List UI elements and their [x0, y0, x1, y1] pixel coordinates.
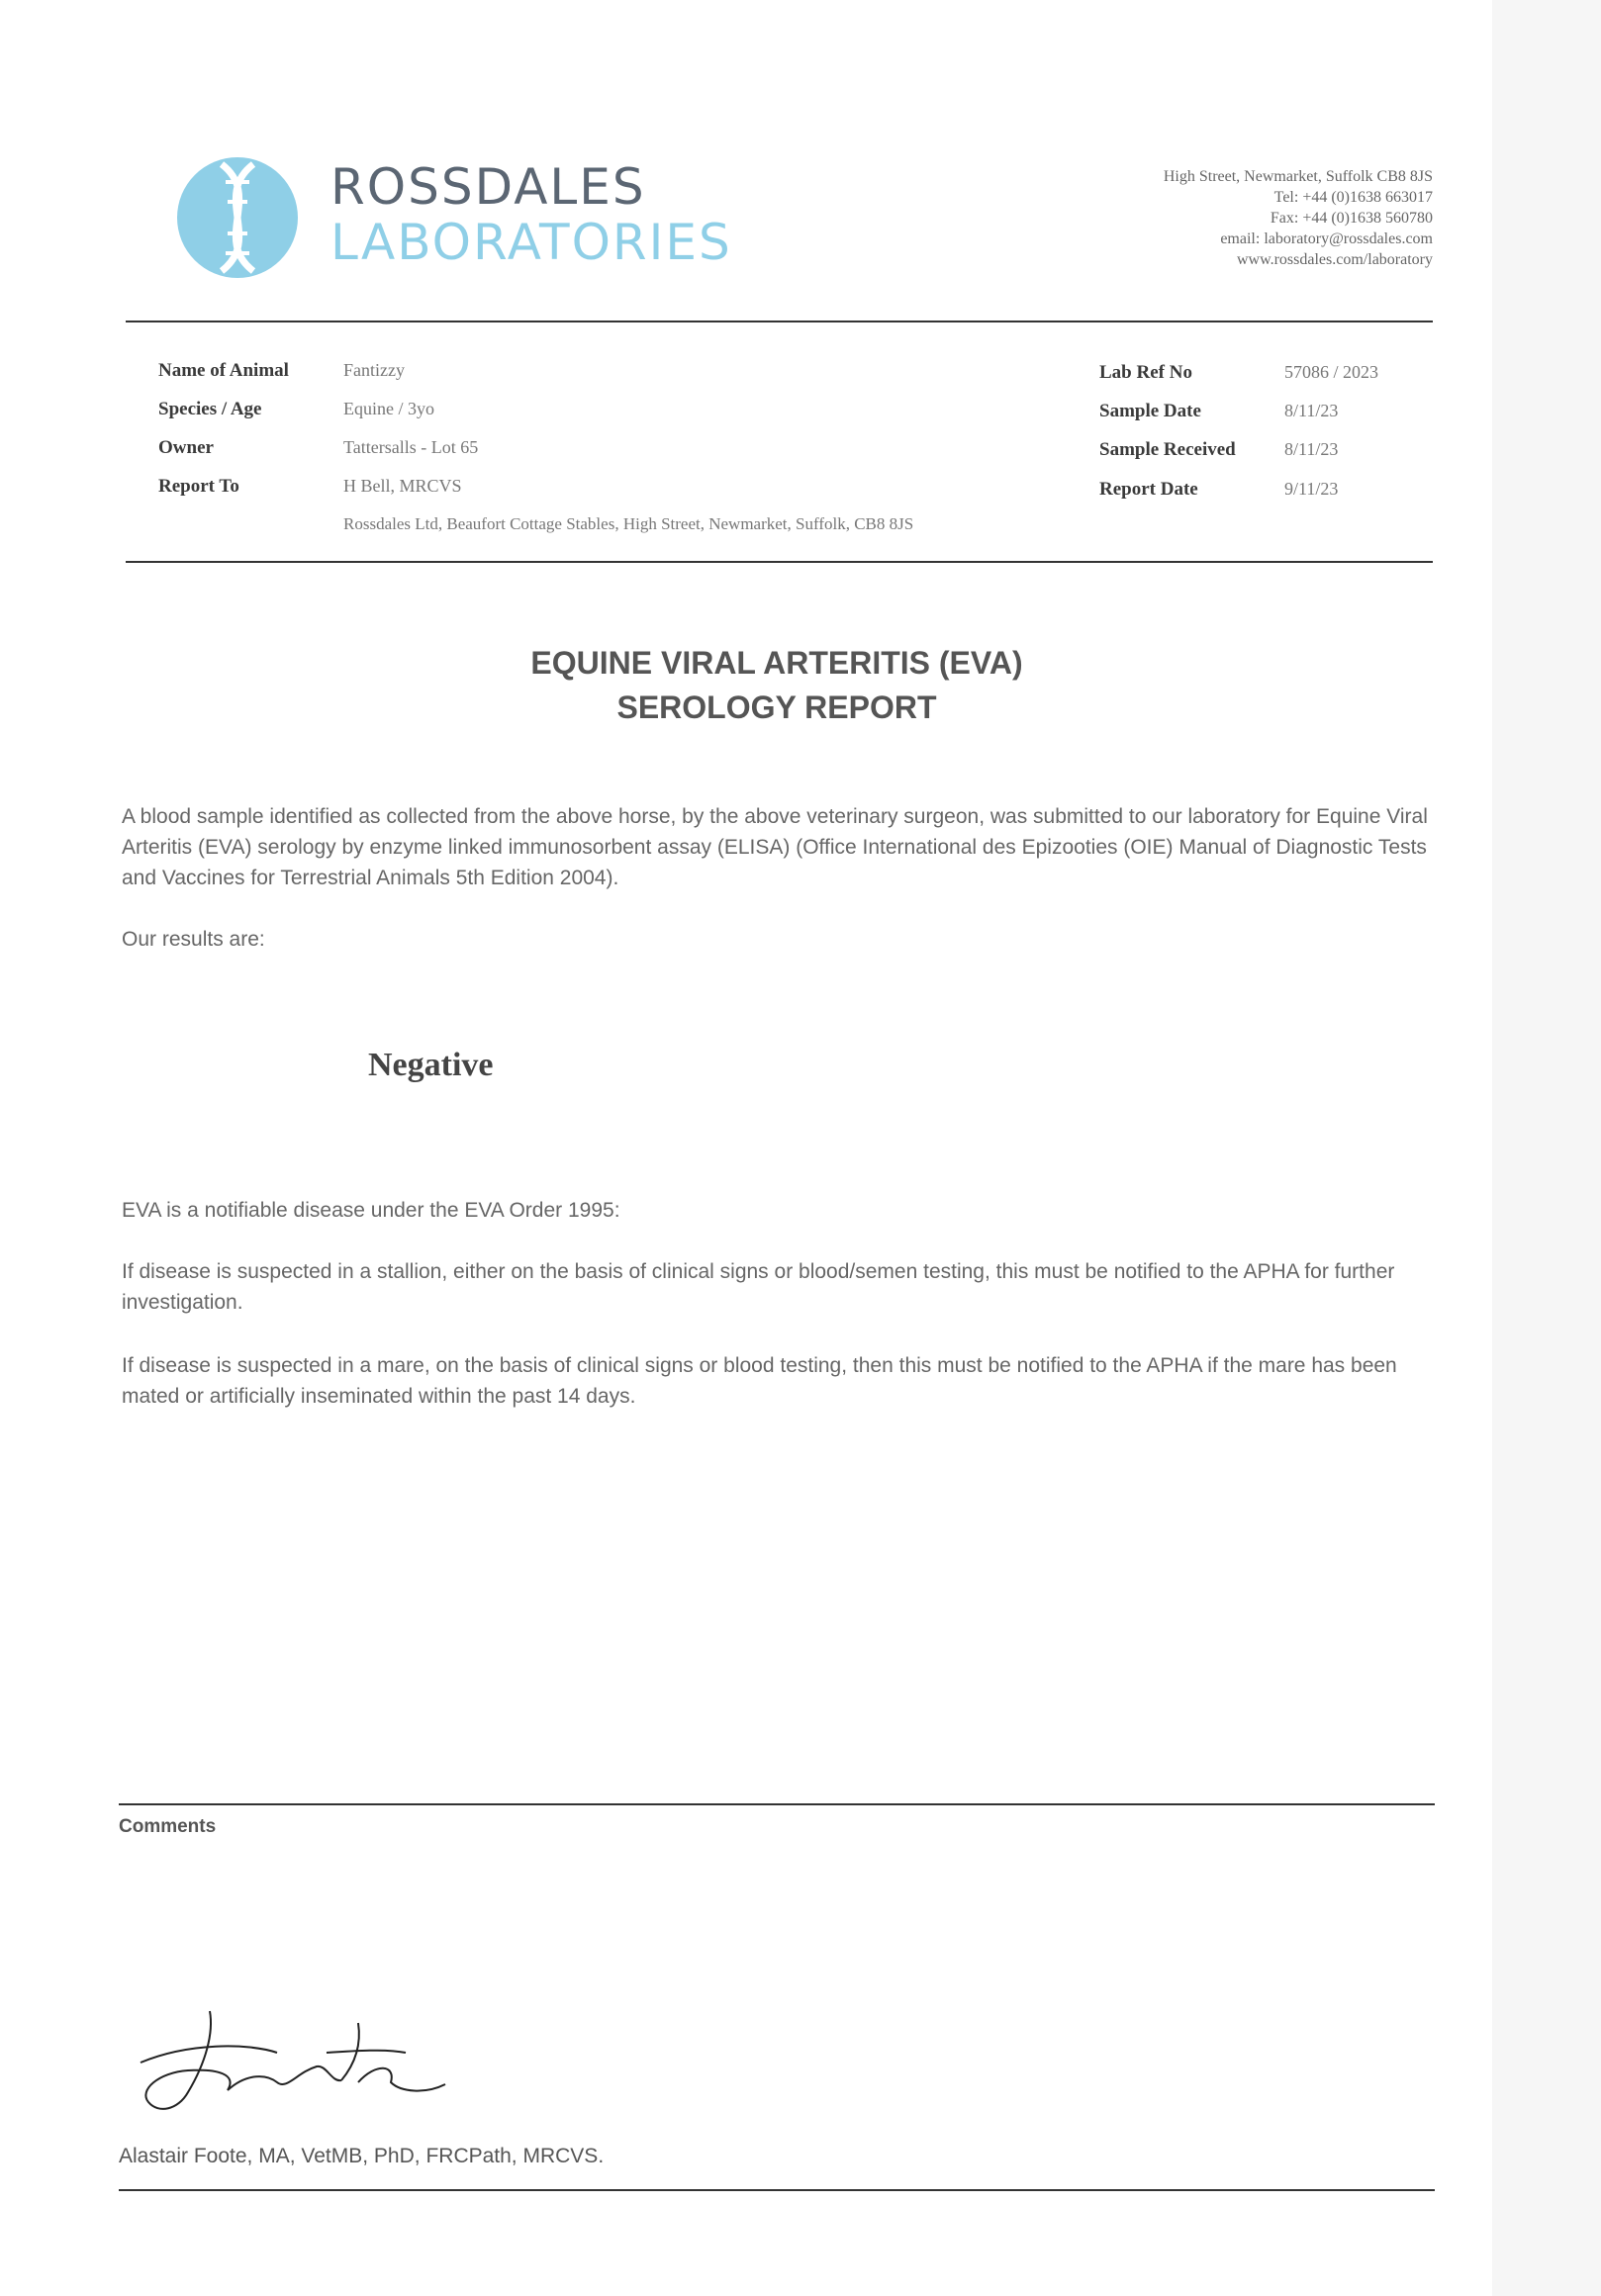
comments-label: Comments [119, 1816, 217, 1837]
report-date-value: 9/11/23 [1284, 479, 1339, 499]
header-rule [126, 321, 1433, 322]
sample-date-value: 8/11/23 [1284, 401, 1339, 420]
stallion-notice: If disease is suspected in a stallion, either on the basis of clinical signs or blood/semen testing, this must be notified to the APHA for further investigation. [122, 1260, 1395, 1314]
sample-date-label: Sample Date [1099, 401, 1201, 421]
result-value: Negative [368, 1047, 494, 1083]
sample-received-label: Sample Received [1099, 439, 1236, 460]
contact-block [1164, 166, 1433, 270]
name-of-animal-value: Fantizzy [343, 360, 405, 380]
name-of-animal-label: Name of Animal [158, 360, 289, 381]
dna-logo-icon [176, 156, 299, 279]
details-rule [126, 561, 1433, 563]
signature-icon [129, 2003, 465, 2132]
lab-ref-label: Lab Ref No [1099, 362, 1192, 383]
owner-label: Owner [158, 437, 214, 458]
report-title: EQUINE VIRAL ARTERITIS (EVA) [530, 645, 1023, 681]
contact-tel: Tel: +44 (0)1638 663017 [1273, 189, 1433, 206]
lab-ref-value: 57086 / 2023 [1284, 362, 1379, 382]
comments-rule [119, 1803, 1435, 1805]
intro-paragraph: A blood sample identified as collected from the above horse, by the above veterinary surgeon, was submitted to our laboratory for Equine Viral Arteritis (EVA) serology by enzyme linked immunosorbent assay (ELISA) (Office International des Epizooties (OIE) Manual of Diagnostic Tests and Vaccines for Terrestrial Animals 5th Edition 2004). [122, 805, 1428, 889]
contact-email: email: laboratory@rossdales.com [1220, 230, 1433, 247]
sample-received-value: 8/11/23 [1284, 439, 1339, 459]
species-age-value: Equine / 3yo [343, 399, 434, 418]
contact-web: www.rossdales.com/laboratory [1236, 251, 1433, 268]
results-intro: Our results are: [122, 928, 265, 951]
contact-fax: Fax: +44 (0)1638 560780 [1270, 210, 1433, 227]
signer-name: Alastair Foote, MA, VetMB, PhD, FRCPath, MRCVS. [119, 2145, 605, 2167]
page-edge-shadow [1492, 0, 1601, 2296]
mare-notice: If disease is suspected in a mare, on the basis of clinical signs or blood testing, then this must be notified to the APHA if the mare has been mated or artificially inseminated within the past 14 days. [122, 1354, 1397, 1408]
owner-value: Tattersalls - Lot 65 [343, 437, 479, 457]
species-age-label: Species / Age [158, 399, 262, 419]
brand-subtitle: LABORATORIES [330, 214, 732, 271]
report-subtitle: SEROLOGY REPORT [616, 689, 937, 725]
report-to-address: Rossdales Ltd, Beaufort Cottage Stables, High Street, Newmarket, Suffolk, CB8 8JS [343, 514, 914, 533]
notifiable-notice: EVA is a notifiable disease under the EVA Order 1995: [122, 1199, 620, 1222]
brand-name: ROSSDALES [330, 158, 646, 216]
footer-rule [119, 2189, 1435, 2191]
report-to-value: H Bell, MRCVS [343, 476, 462, 496]
report-date-label: Report Date [1099, 479, 1198, 500]
contact-address: High Street, Newmarket, Suffolk CB8 8JS [1163, 168, 1433, 185]
report-to-label: Report To [158, 476, 239, 497]
